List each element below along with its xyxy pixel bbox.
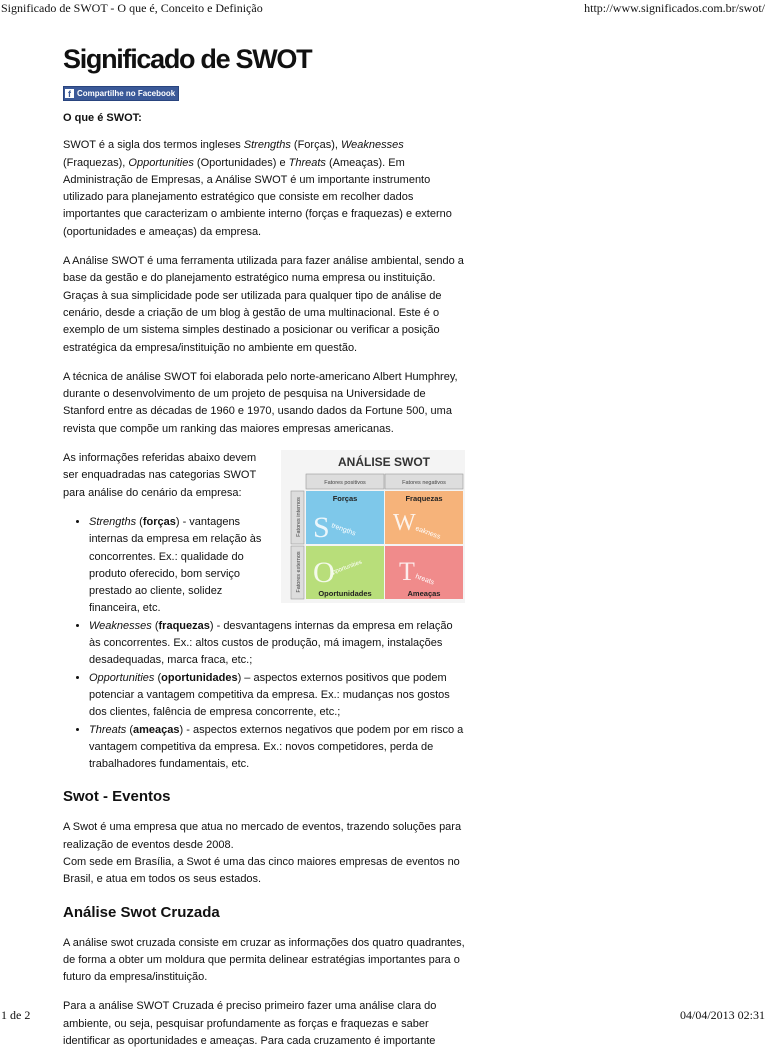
page-number: 1 de 2: [1, 1008, 31, 1022]
swot-row-external: Fatores externos: [296, 551, 302, 593]
quadrant-weakness-word: eakness: [414, 525, 442, 541]
quadrant-oportunidades-label: Oportunidades: [318, 589, 372, 599]
paragraph-tool: A Análise SWOT é uma ferramenta utilizada para fazer análise ambiental, sendo a base da gestão e do planejamento estratégico numa empresa ou instituição. Graças à sua simplicidade pode ser utilizada para qualquer tipo de análise de cenário, desde a criação de um blog à gestão de uma multinacional. Este é o exemplo de um sistema simples destinado a posicionar ou verificar a posição estratégica da empresa/instituição no ambiente em questão.: [63, 255, 464, 354]
paragraph-cruzada-1: A análise swot cruzada consiste em cruzar as informações dos quatro quadrantes, de forma a obter um moldura que permita delinear estratégias importantes para o futuro da empresa/instituição.: [63, 936, 465, 984]
paragraph-history: A técnica de análise SWOT foi elaborada pelo norte-americano Albert Humphrey, durante o desenvolvimento de um projeto de pesquisa na Universidade de Stanford entre as décadas de 1960 e 1970, usando dados da Fortune 500, uma revista que compõe um ranking das maiores empresas americanas.: [63, 370, 458, 435]
document-header-url: http://www.significados.com.br/swot/: [584, 1, 765, 15]
print-datetime: 04/04/2013 02:31: [679, 1008, 765, 1022]
article: [63, 40, 465, 1062]
facebook-share-button[interactable]: [63, 86, 179, 101]
list-item: • Weaknesses (fraquezas) - desvantagens internas da empresa em relação às concorrentes. Ex.: altos custos de produção, má imagem, instalações desadequadas, marca fraca, etc.;: [89, 618, 465, 670]
heading-swot-eventos: Swot - Eventos: [63, 788, 171, 806]
quadrant-o-letter: O: [313, 556, 335, 590]
swot-figure-title: ANÁLISE SWOT: [338, 455, 430, 470]
section-question: O que é SWOT:: [63, 112, 142, 124]
facebook-icon: f: [65, 89, 74, 98]
heading-swot-cruzada: Análise Swot Cruzada: [63, 903, 220, 921]
paragraph-cruzada-2: Para a análise SWOT Cruzada é preciso primeiro fazer uma análise clara do ambiente, ou seja, pesquisar profundamente as forças e fraquezas e saber identificar as oportunidades e ameaças. Para cada cruzamento é importante: [63, 1000, 437, 1048]
quadrant-ameacas-label: Ameaças: [407, 589, 441, 599]
swot-section: [63, 450, 465, 773]
facebook-share-label: Compartilhe no Facebook: [77, 88, 176, 98]
quadrant-s-letter: S: [313, 511, 330, 545]
document-header-title: Significado de SWOT - O que é, Conceito e Definição: [1, 1, 263, 15]
list-item: • Strengths (forças) - vantagens internas da empresa em relação às concorrentes. Ex.: qualidade do produto oferecido, bom serviço prestado ao cliente, solidez financeira, etc.: [89, 514, 465, 618]
swot-col-negative: Fatores negativos: [402, 480, 446, 487]
list-item: • Threats (ameaças) - aspectos externos negativos que podem por em risco a vantagem competitiva da empresa. Ex.: novos competidores, perda de trabalhadores fundamentais, etc.: [89, 722, 465, 774]
quadrant-threats-word: hreats: [414, 573, 436, 587]
quadrant-forcas-label: Forças: [332, 494, 358, 504]
paragraph-definition: SWOT é a sigla dos termos ingleses Strengths (Forças), Weaknesses (Fraquezas), Opportunities (Oportunidades) e Threats (Ameaças). Em Administração de Empresas, a Análise SWOT é um importante instrumento utilizado para planejamento estratégico que consiste em recolher dados importantes que caracterizam o ambiente interno (forças e fraquezas) e externo (oportunidades e ameaças) da empresa.: [63, 139, 452, 238]
quadrant-w-letter: W: [393, 510, 416, 537]
quadrant-t-letter: T: [399, 557, 415, 587]
swot-col-positive: Fatores positivos: [324, 480, 366, 487]
paragraph-eventos: A Swot é uma empresa que atua no mercado de eventos, trazendo soluções para realização de eventos desde 2008. Com sede em Brasília, a Swot é uma das cinco maiores empresas de eventos no Brasil, e atua em todos os seus estados.: [63, 821, 462, 886]
paragraph-categories: As informações referidas abaixo devem ser enquadradas nas categorias SWOT para análise do cenário da empresa:: [63, 452, 257, 499]
quadrant-opportunities-word: pportunities: [331, 559, 363, 576]
quadrant-strengths-word: trengths: [330, 522, 357, 538]
swot-diagram-image: [281, 450, 465, 603]
list-item: • Opportunities (oportunidades) – aspectos externos positivos que podem potenciar a vantagem competitiva da empresa. Ex.: mudanças nos gostos dos clientes, falência de empresa concorrente, etc.;: [89, 670, 465, 722]
swot-row-internal: Fatores internos: [296, 497, 302, 537]
quadrant-fraquezas-label: Fraquezas: [405, 494, 443, 504]
page-title: Significado de SWOT: [63, 44, 312, 74]
